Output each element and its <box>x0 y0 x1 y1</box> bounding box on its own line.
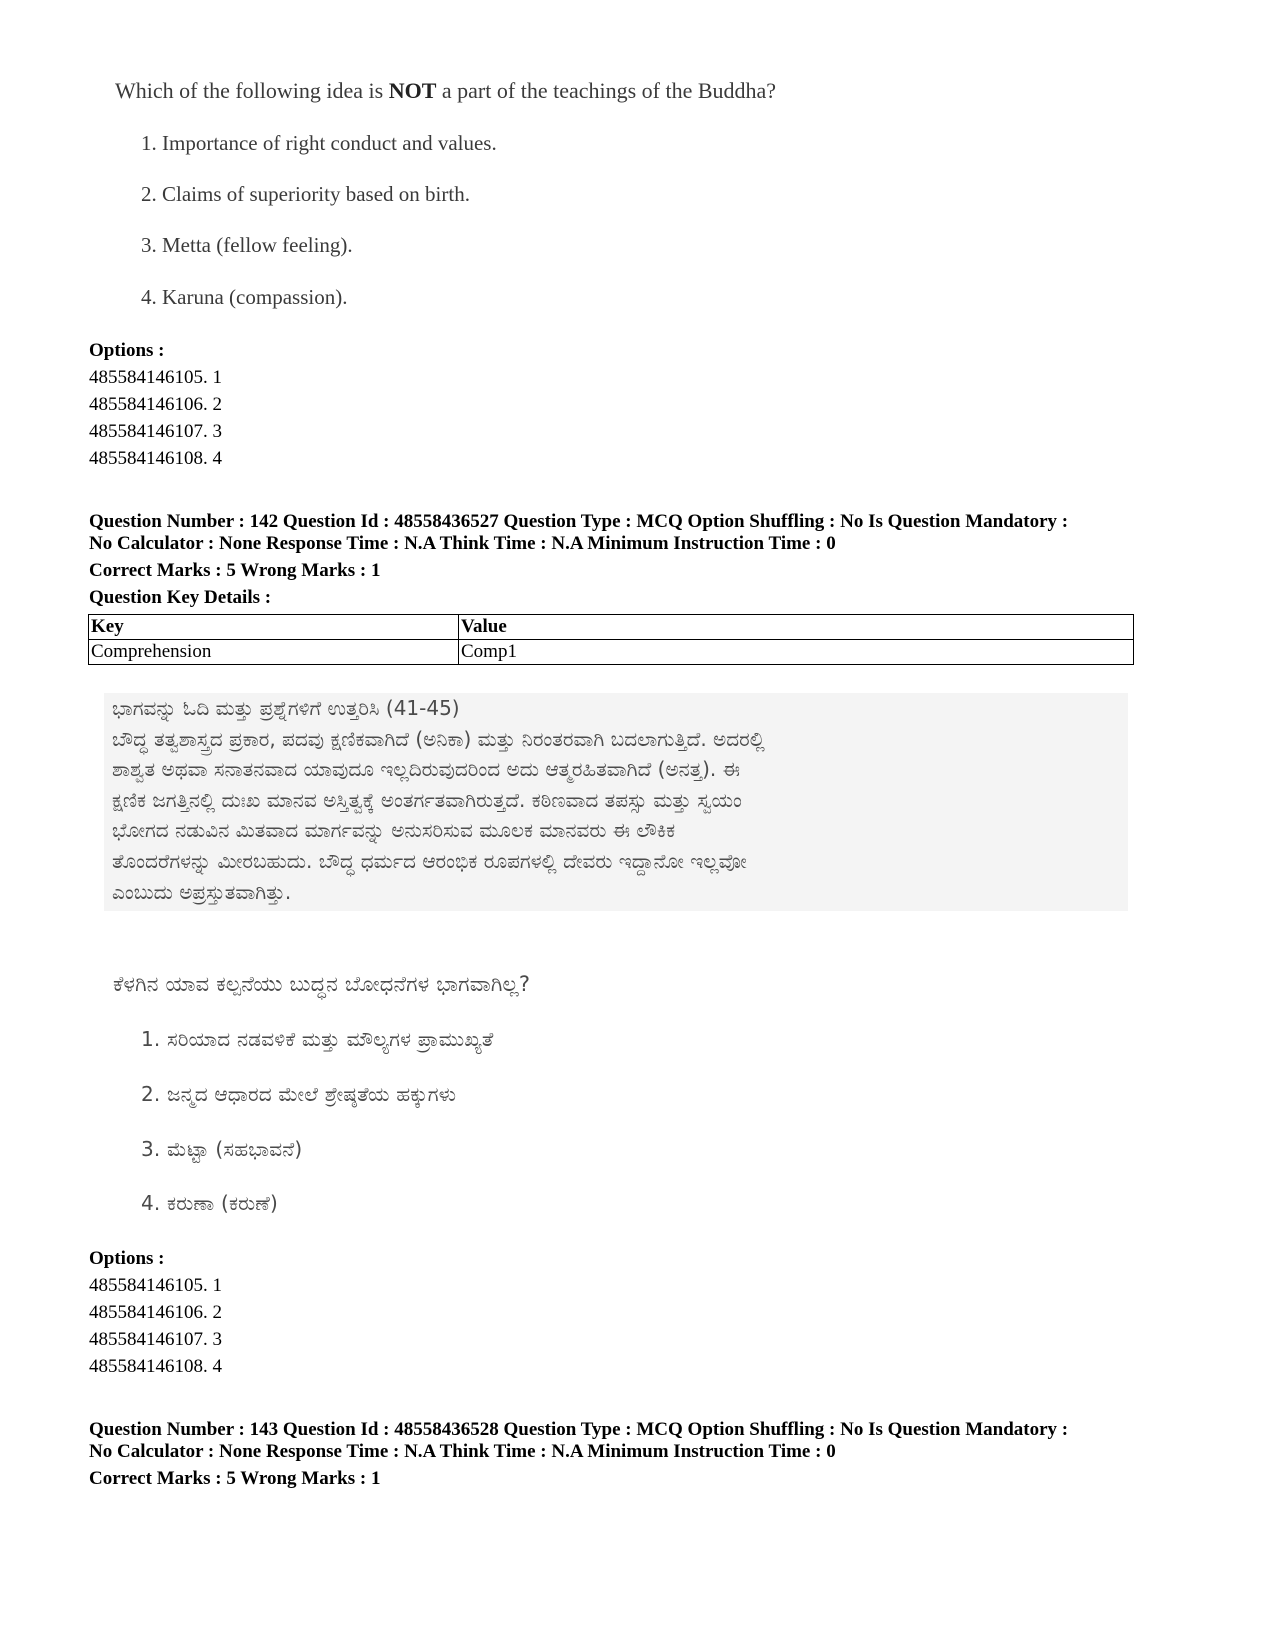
passage-line-2: ಬೌದ್ಧ ತತ್ವಶಾಸ್ತ್ರದ ಪ್ರಕಾರ, ಪದವು ಕ್ಷಣಿಕವಾಗಿದೆ (ಅನಿಕಾ) ಮತ್ತು ನಿರಂತರವಾಗಿ ಬದಲಾಗುತ್ತಿದೆ. ಅದರಲ್ಲಿ <box>112 726 765 751</box>
q142-item-2: 2. ಜನ್ಮದ ಆಧಾರದ ಮೇಲೆ ಶ್ರೇಷ್ಠತೆಯ ಹಕ್ಕುಗಳು <box>141 1082 457 1106</box>
q142-marks: Correct Marks : 5 Wrong Marks : 1 <box>89 560 381 581</box>
table-header-row <box>89 615 1134 640</box>
q142-passage <box>104 693 1128 911</box>
q142-option-1: 485584146105. 1 <box>89 1275 222 1296</box>
q141-option-2: 485584146106. 2 <box>89 394 222 415</box>
q141-option-1: 485584146105. 1 <box>89 367 222 388</box>
q141-item-3: 3. Metta (fellow feeling). <box>141 233 353 257</box>
q143-meta-line-1: Question Number : 143 Question Id : 48558436528 Question Type : MCQ Option Shuffling : No Is Question Mandatory : <box>89 1419 1069 1440</box>
q142-item-4: 4. ಕರುಣಾ (ಕರುಣೆ) <box>141 1191 279 1215</box>
q142-item-3: 3. ಮೆಟ್ಟಾ (ಸಹಭಾವನೆ) <box>141 1137 303 1161</box>
passage-line-1: ಭಾಗವನ್ನು ಓದಿ ಮತ್ತು ಪ್ರಶ್ನೆಗಳಿಗೆ ಉತ್ತರಿಸಿ (41-45) <box>112 696 460 720</box>
q142-option-4: 485584146108. 4 <box>89 1356 222 1377</box>
q142-meta-line-2: No Calculator : None Response Time : N.A Think Time : N.A Minimum Instruction Time : 0 <box>89 533 836 554</box>
q141-option-4: 485584146108. 4 <box>89 448 222 469</box>
q142-option-2: 485584146106. 2 <box>89 1302 222 1323</box>
q143-meta-line-2: No Calculator : None Response Time : N.A Think Time : N.A Minimum Instruction Time : 0 <box>89 1441 836 1462</box>
q142-item-1: 1. ಸರಿಯಾದ ನಡವಳಿಕೆ ಮತ್ತು ಮೌಲ್ಯಗಳ ಪ್ರಾಮುಖ್ಯತೆ <box>141 1027 494 1051</box>
q141-item-4: 4. Karuna (compassion). <box>141 285 348 309</box>
q141-question-text: Which of the following idea is NOT a part of the teachings of the Buddha? <box>115 78 777 103</box>
q141-item-2: 2. Claims of superiority based on birth. <box>141 182 470 206</box>
table-header-key: Key <box>89 615 459 640</box>
q142-key-details-label: Question Key Details : <box>89 587 272 608</box>
table-cell-value: Comp1 <box>459 640 1134 665</box>
q143-marks: Correct Marks : 5 Wrong Marks : 1 <box>89 1468 381 1489</box>
question-key-table <box>88 614 1134 665</box>
passage-line-4: ಕ್ಷಣಿಕ ಜಗತ್ತಿನಲ್ಲಿ ದುಃಖ ಮಾನವ ಅಸ್ತಿತ್ವಕ್ಕೆ ಅಂತರ್ಗತವಾಗಿರುತ್ತದೆ. ಕಠಿಣವಾದ ತಪಸ್ಸು ಮತ್ತು ಸ್ವಯಂ <box>112 787 742 812</box>
q142-question-text: ಕೆಳಗಿನ ಯಾವ ಕಲ್ಪನೆಯು ಬುದ್ಧನ ಬೋಧನೆಗಳ ಭಾಗವಾಗಿಲ್ಲ? <box>113 972 531 996</box>
q141-options-label: Options : <box>89 340 165 361</box>
q141-item-1: 1. Importance of right conduct and values. <box>141 131 497 155</box>
q142-options-label: Options : <box>89 1248 165 1269</box>
q141-option-3: 485584146107. 3 <box>89 421 222 442</box>
passage-line-7: ಎಂಬುದು ಅಪ್ರಸ್ತುತವಾಗಿತ್ತು. <box>112 879 292 904</box>
passage-line-6: ತೊಂದರೆಗಳನ್ನು ಮೀರಬಹುದು. ಬೌದ್ಧ ಧರ್ಮದ ಆರಂಭಿಕ ರೂಪಗಳಲ್ಲಿ ದೇವರು ಇದ್ದಾನೋ ಇಲ್ಲವೋ <box>112 848 747 873</box>
passage-line-5: ಭೋಗದ ನಡುವಿನ ಮಿತವಾದ ಮಾರ್ಗವನ್ನು ಅನುಸರಿಸುವ ಮೂಲಕ ಮಾನವರು ಈ ಲೌಕಿಕ <box>112 818 676 843</box>
q142-option-3: 485584146107. 3 <box>89 1329 222 1350</box>
table-cell-key: Comprehension <box>89 640 459 665</box>
table-row <box>89 640 1134 665</box>
passage-line-3: ಶಾಶ್ವತ ಅಥವಾ ಸನಾತನವಾದ ಯಾವುದೂ ಇಲ್ಲದಿರುವುದರಿಂದ ಅದು ಆತ್ಮರಹಿತವಾಗಿದೆ (ಅನತ್ತ). ಈ <box>112 757 740 782</box>
q142-meta-line-1: Question Number : 142 Question Id : 48558436527 Question Type : MCQ Option Shuffling : No Is Question Mandatory : <box>89 511 1069 532</box>
table-header-value: Value <box>459 615 1134 640</box>
